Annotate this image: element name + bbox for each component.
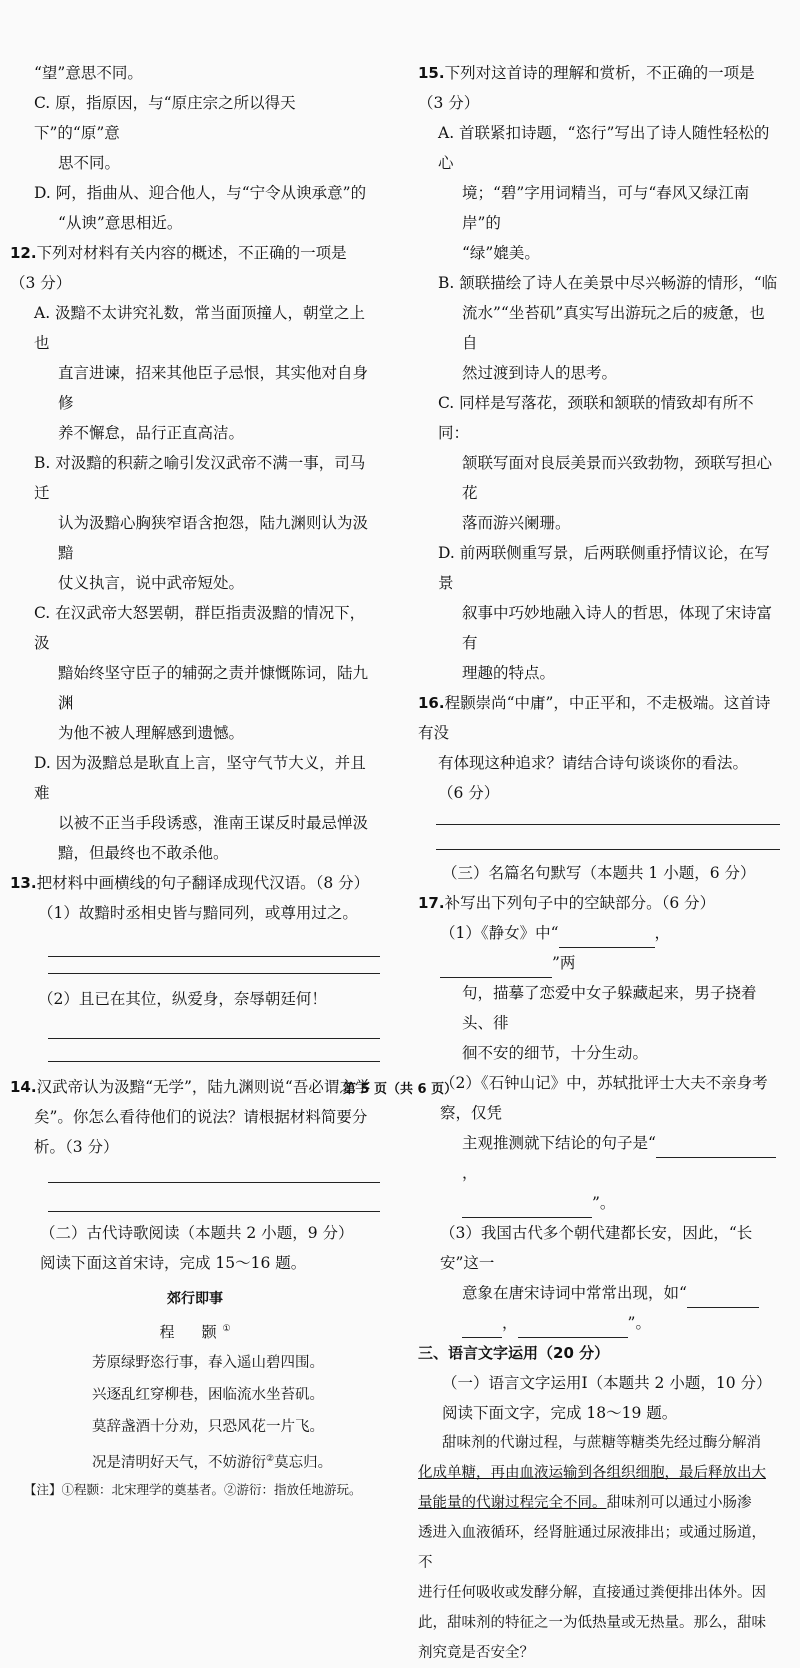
q12-option-b-cont2: 仗义执言，说中武帝短处。	[58, 574, 245, 592]
q12-option-a: A. 汲黯不太讲究礼数，常当面顶撞人，朝堂之上也	[34, 304, 366, 352]
passage-line-7: 剂究竟是否安全？	[418, 1645, 534, 1661]
q13-number: 13.	[10, 874, 37, 892]
q12-option-a-cont2: 养不懈怠，品行正直高洁。	[58, 424, 245, 442]
q16-score: （6 分）	[438, 784, 500, 802]
q14-text-2: 矣”。你怎么看待他们的说法？请根据材料简要分	[34, 1108, 368, 1126]
poem-title: 郊行即事	[167, 1291, 223, 1307]
part-language-use: 三、语言文字运用（20 分）	[418, 1344, 610, 1362]
q17-2-comma: ，	[462, 1164, 478, 1182]
q17-1-tail: ”两	[552, 954, 576, 972]
poem-line-4	[10, 1443, 380, 1479]
fill-blank[interactable]	[656, 1137, 776, 1158]
q12-option-d-cont2: 黯，但最终也不敢杀他。	[58, 844, 229, 862]
q17-1-lead: （1）《静女》中“	[440, 924, 559, 942]
q13-part-1: （1）故黯时丞相史皆与黯同列，或尊用过之。	[38, 904, 358, 922]
q17-item-3: （3）我国古代多个朝代建都长安，因此，“长安”这一	[440, 1224, 753, 1272]
q11-option-b-tail: “望”意思不同。	[34, 64, 143, 82]
q15-option-a: A. 首联紧扣诗题，“恣行”写出了诗人随性轻松的心	[438, 124, 770, 172]
q14-text-3: 析。（3 分）	[34, 1138, 119, 1156]
passage-line-3	[418, 1488, 780, 1518]
q12-option-a-cont: 直言进谏，招来其他臣子忌恨，其实他对自身修	[58, 364, 369, 412]
q11-option-c: C. 原，指原因，与“原庄宗之所以得天下”的“原”意	[34, 94, 296, 142]
poem-line-4-note-mark: ②	[266, 1454, 275, 1464]
q12-stem	[10, 238, 380, 268]
poem-line-2: 兴逐乱红穿柳巷，困临流水坐苔矶。	[92, 1387, 324, 1403]
q15-option-b-cont2: 然过渡到诗人的思考。	[462, 364, 618, 382]
q12-option-b-cont: 认为汲黯心胸狭窄语含抱怨，陆九渊则认为汲黯	[58, 514, 369, 562]
q12-score: （3 分）	[10, 274, 72, 292]
poem-notes: 【注】①程颢：北宋理学的奠基者。②游衍：指放任地游玩。	[24, 1481, 362, 1497]
poem-line-4-b: 莫忘归。	[274, 1454, 333, 1471]
q13-text: 把材料中画横线的句子翻译成现代汉语。（8 分）	[36, 874, 370, 892]
passage-line-6: 此，甜味剂的特征之一为低热量或无热量。那么，甜味	[418, 1615, 766, 1631]
q16-stem	[418, 688, 780, 748]
language-intro: 阅读下面文字，完成 18～19 题。	[442, 1404, 678, 1422]
q16-text-2: 有体现这种追求？请结合诗句谈谈你的看法。	[438, 754, 749, 772]
q17-item-1	[418, 918, 780, 978]
q15-option-b: B. 颔联描绘了诗人在美景中尽兴畅游的情形，“临	[438, 274, 778, 292]
page-footer: 第 5 页（共 6 页）	[342, 1082, 458, 1097]
q17-3-comma: ，	[502, 1314, 518, 1332]
q12-option-c-cont2: 为他不被人理解感到遗憾。	[58, 724, 245, 742]
q14-number: 14.	[10, 1078, 37, 1096]
q12-number: 12.	[10, 244, 37, 262]
passage-line-4: 透进入血液循环，经肾脏通过尿液排出；或通过肠道，不	[418, 1525, 766, 1571]
q17-text: 补写出下列句子中的空缺部分。（6 分）	[444, 894, 716, 912]
q15-option-a-cont2: “绿”媲美。	[462, 244, 540, 262]
q15-stem	[418, 58, 780, 88]
q15-score: （3 分）	[418, 94, 480, 112]
q17-item-2-cont2	[418, 1188, 780, 1218]
passage-line-3-rest: 甜味剂可以通过小肠渗	[606, 1495, 752, 1511]
q15-option-c: C. 同样是写落花，颈联和颔联的情致却有所不同：	[438, 394, 754, 442]
poem-author-note-mark: ①	[222, 1324, 231, 1334]
q13-stem	[10, 868, 380, 898]
q17-item-3-cont	[418, 1278, 780, 1308]
q12-option-c: C. 在汉武帝大怒罢朝，群臣指责汲黯的情况下，汲	[34, 604, 366, 652]
q12-option-d: D. 因为汲黯总是耿直上言，坚守气节大义，并且难	[34, 754, 366, 802]
fill-blank[interactable]	[462, 1317, 502, 1338]
fill-blank[interactable]	[462, 1197, 592, 1218]
q15-option-d-cont2: 理趣的特点。	[462, 664, 556, 682]
q17-item-1-cont: 句，描摹了恋爱中女子躲藏起来，男子挠着头、徘	[462, 984, 757, 1032]
poem-line-1: 芳原绿野恣行事，春入遥山碧四围。	[92, 1355, 324, 1371]
passage-line-5: 进行任何吸收或发酵分解，直接通过粪便排出体外。因	[418, 1585, 766, 1601]
right-column	[418, 58, 780, 1668]
q11-option-d: D. 阿，指曲从、迎合他人，与“宁令从谀承意”的	[34, 184, 367, 202]
poem-line-3: 莫辞盏酒十分劝，只恐风花一片飞。	[92, 1419, 324, 1435]
passage-underlined-2: 化成单糖，再由血液运输到各组织细胞，最后释放出大	[418, 1465, 766, 1481]
q15-number: 15.	[418, 64, 445, 82]
q17-1-comma: ，	[654, 924, 671, 942]
q12-text: 下列对材料有关内容的概述，不正确的一项是	[36, 244, 347, 262]
section-ancient-poetry: （二）古代诗歌阅读（本题共 2 小题，9 分）	[40, 1224, 354, 1242]
poem-line-4-a: 况是清明好天气，不妨游衍	[92, 1454, 266, 1471]
q16-text-1: 程颢崇尚“中庸”，中正平和，不走极端。这首诗有没	[418, 694, 771, 742]
q17-item-3-cont2	[418, 1308, 780, 1338]
q15-option-a-cont: 境；“碧”字用词精当，可与“春风又绿江南岸”的	[462, 184, 750, 232]
q17-item-1-cont2: 徊不安的细节，十分生动。	[462, 1044, 649, 1062]
fill-blank[interactable]	[518, 1317, 628, 1338]
q15-option-b-cont: 流水”“坐苔矶”真实写出游玩之后的疲惫，也自	[462, 304, 765, 352]
poem-author	[10, 1314, 380, 1347]
fill-blank[interactable]	[440, 957, 552, 978]
q17-2-lead: 主观推测就下结论的句子是“	[462, 1134, 656, 1152]
q12-option-c-cont: 黯始终坚守臣子的辅弼之责并慷慨陈词，陆九渊	[58, 664, 369, 712]
q17-2-tail: ”。	[592, 1194, 616, 1212]
q17-number: 17.	[418, 894, 445, 912]
q15-option-c-cont: 颔联写面对良辰美景而兴致勃物，颈联写担心花	[462, 454, 773, 502]
section-language-use-1: （一）语言文字运用Ⅰ（本题共 2 小题，10 分）	[442, 1374, 772, 1392]
q13-part-2: （2）且已在其位，纵爱身，奈辱朝廷何！	[38, 990, 327, 1008]
left-column	[10, 58, 380, 1501]
passage-line-1: 甜味剂的代谢过程，与蔗糖等糖类先经过酶分解消	[442, 1435, 761, 1451]
q15-option-c-cont2: 落而游兴阑珊。	[462, 514, 571, 532]
q12-option-d-cont: 以被不正当手段诱惑，淮南王谋反时最忌惮汲	[58, 814, 369, 832]
passage-line-2	[418, 1458, 780, 1488]
q12-option-b: B. 对汲黯的积薪之喻引发汉武帝不满一事，司马迁	[34, 454, 366, 502]
q17-3-lead: 意象在唐宋诗词中常常出现，如“	[462, 1284, 687, 1302]
q15-option-d: D. 前两联侧重写景，后两联侧重抒情议论，在写景	[438, 544, 770, 592]
poem-author-name: 程 颢	[159, 1323, 223, 1341]
q17-stem	[418, 888, 780, 918]
q17-item-2-cont	[418, 1128, 780, 1188]
q11-option-d-cont: “从谀”意思相近。	[58, 214, 183, 232]
q15-option-d-cont: 叙事中巧妙地融入诗人的哲思，体现了宋诗富有	[462, 604, 773, 652]
q16-number: 16.	[418, 694, 445, 712]
section-famous-lines: （三）名篇名句默写（本题共 1 小题，6 分）	[442, 864, 756, 882]
fill-blank[interactable]	[687, 1287, 759, 1308]
q14-text-1: 汉武帝认为汲黯“无学”，陆九渊则说“吾必谓之学	[36, 1078, 371, 1096]
fill-blank[interactable]	[559, 927, 655, 948]
q15-text: 下列对这首诗的理解和赏析，不正确的一项是	[444, 64, 755, 82]
q17-3-tail: ”。	[627, 1314, 651, 1332]
q11-option-c-cont: 思不同。	[58, 154, 121, 172]
q17-item-2: （2）《石钟山记》中，苏轼批评士大夫不亲身考察，仅凭	[440, 1074, 768, 1122]
passage-underlined-3: 量能量的代谢过程完全不同。	[418, 1495, 607, 1511]
poetry-intro: 阅读下面这首宋诗，完成 15～16 题。	[40, 1254, 307, 1272]
